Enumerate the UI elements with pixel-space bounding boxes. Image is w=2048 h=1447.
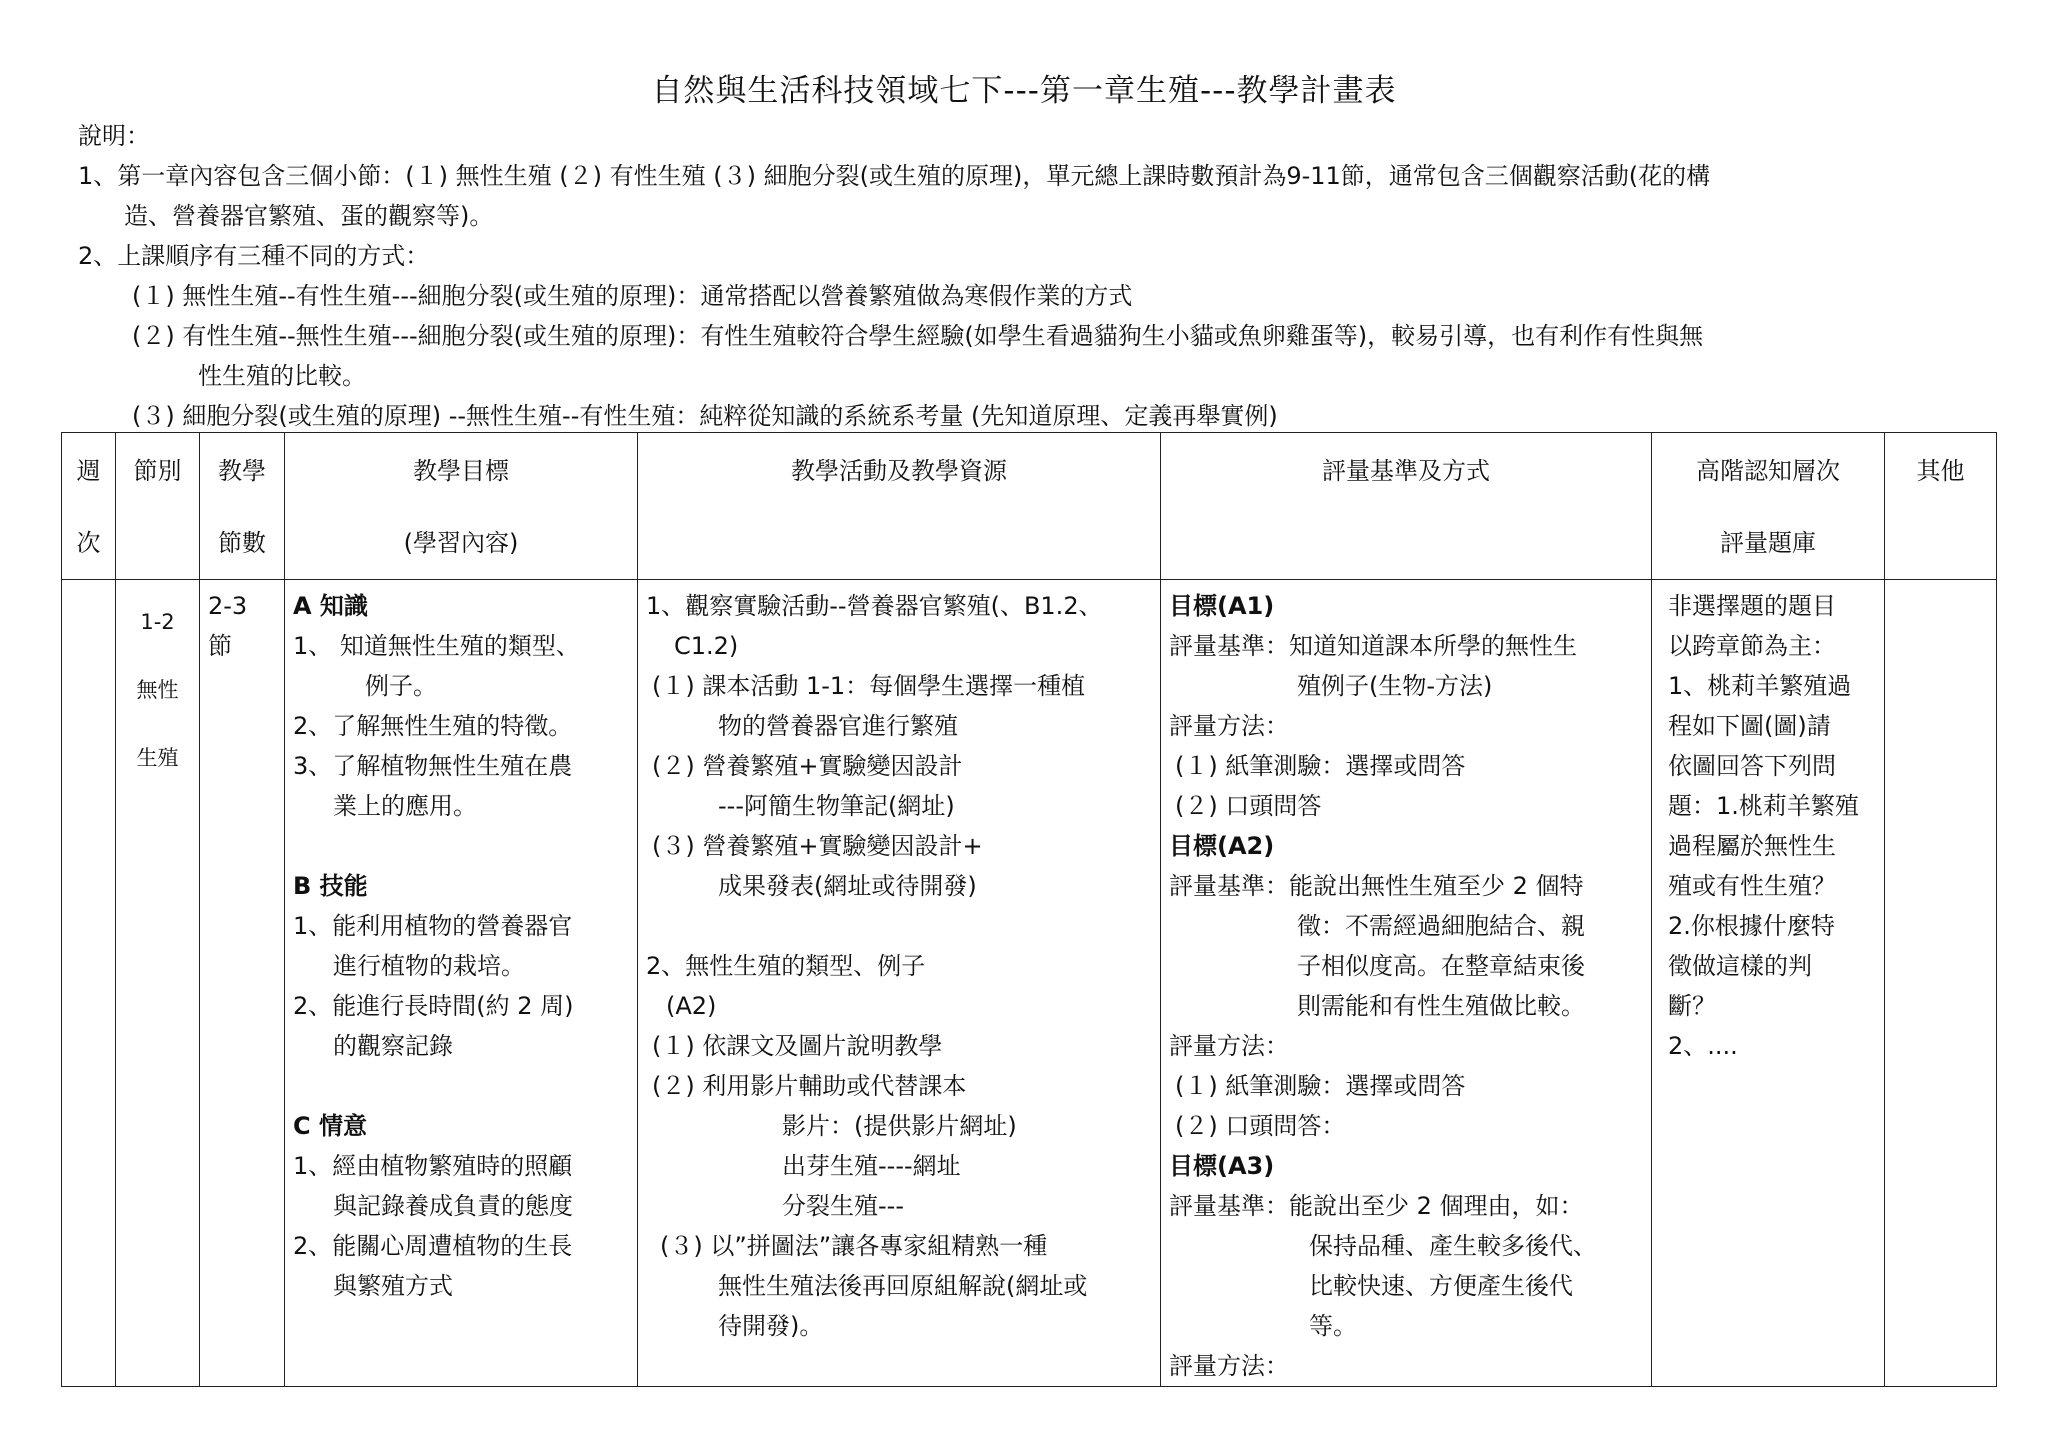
- question-bank-line: 1、桃莉羊繁殖過: [1668, 672, 1852, 700]
- cell-activities: [638, 580, 1161, 1387]
- objective-item-cont: 進行植物的栽培。: [333, 952, 525, 980]
- cell-week: [62, 580, 116, 1387]
- intro-point-1: 1、第一章內容包含三個小節：(１) 無性生殖 (２) 有性生殖 (３) 細胞分裂(或生殖的原理)，單元總上課時數預計為9-11節，通常包含三個觀察活動(花的構: [78, 162, 1711, 190]
- teaching-plan-table: [61, 432, 1997, 1387]
- header-periods-line2: 節數: [218, 529, 266, 557]
- activity-line: 物的營養器官進行繁殖: [718, 712, 958, 740]
- section-name-line2: 生殖: [136, 746, 179, 770]
- objective-item: 2、了解無性生殖的特徵。: [293, 712, 573, 740]
- question-bank-line: 非選擇題的題目: [1668, 592, 1836, 620]
- intro-notes: [78, 116, 2003, 436]
- header-other: [1885, 433, 1997, 580]
- objective-item-cont: 業上的應用。: [333, 792, 477, 820]
- question-bank-line: 以跨章節為主：: [1668, 632, 1836, 660]
- assessment-standard-cont: 徵：不需經過細胞結合、親: [1297, 912, 1585, 940]
- objective-affect-heading: C 情意: [293, 1112, 367, 1140]
- objective-item-cont: 與記錄養成負責的態度: [333, 1192, 573, 1220]
- header-periods-line1: 教學: [218, 457, 266, 485]
- question-bank-line: 2.你根據什麼特: [1668, 912, 1835, 940]
- header-section-label: 節別: [133, 457, 182, 485]
- objective-item: 2、能關心周遭植物的生長: [293, 1232, 573, 1260]
- header-week-line2: 次: [76, 529, 101, 557]
- header-other-label: 其他: [1916, 457, 1965, 485]
- assessment-method-label: 評量方法：: [1169, 1352, 1289, 1380]
- header-objectives-line1: 教學目標: [413, 457, 509, 485]
- question-bank-line: 程如下圖(圖)請: [1668, 712, 1831, 740]
- assessment-standard-cont: 則需能和有性生殖做比較。: [1297, 992, 1585, 1020]
- cell-section: [116, 580, 200, 1387]
- activity-line: (３) 以”拼圖法”讓各專家組精熟一種: [660, 1232, 1048, 1260]
- assessment-target-heading: 目標(A3): [1169, 1152, 1275, 1180]
- assessment-method-item: (２) 口頭問答: [1175, 792, 1322, 820]
- cell-higher-order: [1652, 580, 1885, 1387]
- objective-knowledge-heading: A 知識: [293, 592, 368, 620]
- question-bank-line: 2、....: [1668, 1032, 1738, 1060]
- header-objectives: [285, 433, 638, 580]
- assessment-method-label: 評量方法：: [1169, 1032, 1289, 1060]
- activity-line: 出芽生殖----網址: [782, 1152, 961, 1180]
- order-option-2: (２) 有性生殖--無性生殖---細胞分裂(或生殖的原理)：有性生殖較符合學生經驗(如學生看過貓狗生小貓或魚卵雞蛋等)，較易引導，也有利作有性與無: [132, 322, 1704, 350]
- activity-line: 1、觀察實驗活動--營養器官繁殖(、B1.2、: [646, 592, 1103, 620]
- table-row: [62, 580, 1997, 1387]
- periods-unit: 節: [208, 632, 232, 660]
- header-objectives-line2: (學習內容): [403, 529, 519, 557]
- assessment-standard-cont: 子相似度高。在整章結束後: [1297, 952, 1585, 980]
- question-bank-line: 殖或有性生殖？: [1668, 872, 1836, 900]
- question-bank-line: 題：1.桃莉羊繁殖: [1668, 792, 1859, 820]
- order-option-3: (３) 細胞分裂(或生殖的原理) --無性生殖--有性生殖：純粹從知識的系統系考量 (先知道原理、定義再舉實例): [132, 402, 1278, 430]
- activity-line: (２) 營養繁殖+實驗變因設計: [652, 752, 963, 780]
- intro-label: 說明：: [78, 122, 150, 150]
- assessment-standard-cont: 保持品種、產生較多後代、: [1309, 1232, 1597, 1260]
- header-higher-order: [1652, 433, 1885, 580]
- question-bank-line: 依圖回答下列問: [1668, 752, 1836, 780]
- question-bank-line: 過程屬於無性生: [1668, 832, 1836, 860]
- assessment-method-item: (１) 紙筆測驗：選擇或問答: [1175, 1072, 1466, 1100]
- header-section: [116, 433, 200, 580]
- assessment-method-label: 評量方法：: [1169, 712, 1289, 740]
- objective-item: 1、能利用植物的營養器官: [293, 912, 573, 940]
- section-name-line1: 無性: [136, 678, 179, 702]
- assessment-standard: 評量基準：知道知道課本所學的無性生: [1169, 632, 1577, 660]
- header-periods: [200, 433, 285, 580]
- activity-line: 待開發)。: [718, 1312, 824, 1340]
- objective-item-cont: 與繁殖方式: [333, 1272, 453, 1300]
- assessment-standard: 評量基準：能說出無性生殖至少 2 個特: [1169, 872, 1584, 900]
- assessment-standard-cont: 比較快速、方便產生後代: [1309, 1272, 1573, 1300]
- assessment-standard-cont: 殖例子(生物-方法): [1297, 672, 1493, 700]
- periods-value: 2-3: [208, 592, 248, 620]
- cell-periods: [200, 580, 285, 1387]
- activity-line: (２) 利用影片輔助或代替課本: [652, 1072, 967, 1100]
- assessment-method-item: (２) 口頭問答：: [1175, 1112, 1346, 1140]
- activity-line: 分裂生殖---: [782, 1192, 904, 1220]
- header-week-line1: 週: [76, 457, 101, 485]
- activity-line: C1.2): [674, 632, 739, 660]
- activity-line: (１) 課本活動 1-1：每個學生選擇一種植: [652, 672, 1086, 700]
- activity-line: 無性生殖法後再回原組解說(網址或: [718, 1272, 1088, 1300]
- section-number: 1-2: [140, 610, 175, 634]
- header-week: [62, 433, 116, 580]
- objective-item: 3、了解植物無性生殖在農: [293, 752, 573, 780]
- objective-item: 1、 知道無性生殖的類型、: [293, 632, 580, 660]
- objective-item: 2、能進行長時間(約 2 周): [293, 992, 574, 1020]
- objective-item: 1、經由植物繁殖時的照顧: [293, 1152, 573, 1180]
- activity-line: 2、無性生殖的類型、例子: [646, 952, 926, 980]
- intro-point-2: 2、上課順序有三種不同的方式：: [78, 242, 430, 270]
- assessment-method-item: (１) 紙筆測驗：選擇或問答: [1175, 752, 1466, 780]
- header-activities: [638, 433, 1161, 580]
- order-option-1: (１) 無性生殖--有性生殖---細胞分裂(或生殖的原理)：通常搭配以營養繁殖做為寒假作業的方式: [132, 282, 1133, 310]
- header-assessment-label: 評量基準及方式: [1322, 457, 1490, 485]
- question-bank-line: 徵做這樣的判: [1668, 952, 1812, 980]
- objective-item-cont: 的觀察記錄: [333, 1032, 453, 1060]
- page-title: 自然與生活科技領域七下---第一章生殖---教學計畫表: [651, 73, 1397, 109]
- header-higher-line2: 評量題庫: [1720, 529, 1816, 557]
- order-option-2-cont: 性生殖的比較。: [198, 362, 366, 390]
- cell-assessment: [1161, 580, 1652, 1387]
- table-header-row: [62, 433, 1997, 580]
- objective-skill-heading: B 技能: [293, 872, 368, 900]
- header-assessment: [1161, 433, 1652, 580]
- activity-line: ---阿簡生物筆記(網址): [718, 792, 955, 820]
- activity-line: 成果發表(網址或待開發): [718, 872, 977, 900]
- header-activities-label: 教學活動及教學資源: [791, 457, 1007, 485]
- assessment-target-heading: 目標(A2): [1169, 832, 1275, 860]
- objective-item-cont: 例子。: [365, 672, 437, 700]
- activity-line: 影片：(提供影片網址): [782, 1112, 1017, 1140]
- intro-point-1-cont: 造、營養器官繁殖、蛋的觀察等)。: [124, 202, 494, 230]
- cell-other: [1885, 580, 1997, 1387]
- activity-line: (３) 營養繁殖+實驗變因設計+: [652, 832, 983, 860]
- activity-line: (A2): [666, 992, 717, 1020]
- cell-objectives: [285, 580, 638, 1387]
- header-higher-line1: 高階認知層次: [1696, 457, 1840, 485]
- assessment-standard: 評量基準：能說出至少 2 個理由，如：: [1169, 1192, 1584, 1220]
- assessment-target-heading: 目標(A1): [1169, 592, 1275, 620]
- assessment-standard-cont: 等。: [1309, 1312, 1357, 1340]
- activity-line: (１) 依課文及圖片說明教學: [652, 1032, 943, 1060]
- question-bank-line: 斷？: [1668, 992, 1716, 1020]
